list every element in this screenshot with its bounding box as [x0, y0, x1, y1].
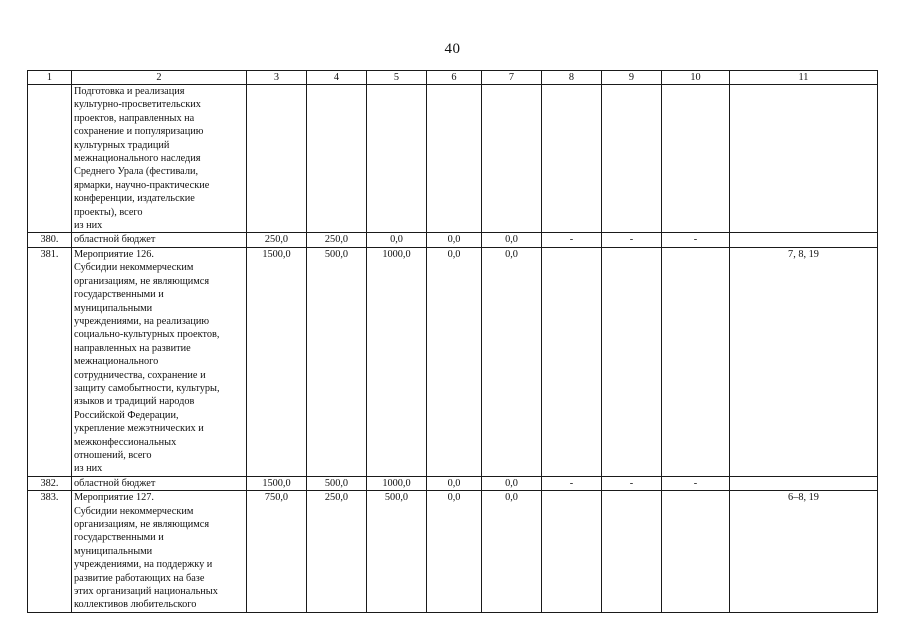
row-name-line: областной бюджет — [74, 477, 156, 489]
row-name-line: сохранение и популяризацию — [74, 126, 204, 138]
row-name-line: Российской Федерации, — [74, 409, 179, 421]
row-name — [72, 491, 247, 613]
row-value-col-3: 750,0 — [247, 491, 307, 613]
row-col-9: - — [602, 476, 662, 490]
row-name-line: направленных на развитие — [74, 342, 191, 354]
row-value-col-5: 1000,0 — [367, 247, 427, 476]
row-col-10 — [662, 85, 730, 233]
row-name-line: областной бюджет — [74, 234, 156, 246]
header-cell-9: 9 — [602, 71, 662, 85]
row-col-8: - — [542, 476, 602, 490]
row-name-line: развитие работающих на базе — [74, 572, 205, 584]
row-name-line: Мероприятие 127. — [74, 492, 154, 504]
page-number: 40 — [444, 41, 461, 57]
row-value-col-4: 250,0 — [307, 233, 367, 247]
row-targets — [730, 233, 878, 247]
header-cell-5: 5 — [367, 71, 427, 85]
row-number: 380. — [28, 233, 72, 247]
row-name — [72, 233, 247, 247]
row-name — [72, 247, 247, 476]
row-name-line: отношений, всего — [74, 449, 152, 461]
row-name-line: этих организаций национальных — [74, 586, 218, 598]
header-cell-7: 7 — [482, 71, 542, 85]
row-name-line: культурно-просветительских — [74, 99, 201, 111]
row-name-line: социально-культурных проектов, — [74, 329, 220, 341]
row-name-line: ярмарки, научно-практические — [74, 179, 210, 191]
header-cell-11: 11 — [730, 71, 878, 85]
row-targets — [730, 476, 878, 490]
header-cell-8: 8 — [542, 71, 602, 85]
row-value-col-3: 1500,0 — [247, 247, 307, 476]
row-name-line: организациям, не являющимся — [74, 519, 210, 530]
row-name-line: проектов, направленных на — [74, 112, 195, 124]
row-targets — [730, 85, 878, 233]
row-value-col-5: 1000,0 — [367, 476, 427, 490]
row-targets: 7, 8, 19 — [730, 247, 878, 476]
header-cell-10: 10 — [662, 71, 730, 85]
row-name-line: Субсидии некоммерческим — [74, 505, 194, 517]
row-value-col-3: 250,0 — [247, 233, 307, 247]
row-number: 382. — [28, 476, 72, 490]
row-value-col-4: 500,0 — [307, 247, 367, 476]
header-cell-1: 1 — [28, 71, 72, 85]
row-value-col-6: 0,0 — [427, 247, 482, 476]
row-col-8: - — [542, 233, 602, 247]
row-value-col-5 — [367, 85, 427, 233]
row-name-line: проекты), всего — [74, 206, 143, 218]
row-name-line: Мероприятие 126. — [74, 248, 154, 260]
row-col-8 — [542, 247, 602, 476]
header-cell-2: 2 — [72, 71, 247, 85]
row-col-8 — [542, 85, 602, 233]
row-value-col-3: 1500,0 — [247, 476, 307, 490]
row-name-line: культурных традиций — [74, 139, 170, 151]
row-value-col-6: 0,0 — [427, 233, 482, 247]
row-col-10: - — [662, 233, 730, 247]
row-name-line: Субсидии некоммерческим — [74, 262, 194, 274]
table-row — [28, 476, 878, 490]
row-number: 383. — [28, 491, 72, 613]
row-name — [72, 476, 247, 490]
row-col-8 — [542, 491, 602, 613]
row-name-line: укрепление межэтнических и — [74, 423, 204, 435]
row-col-9 — [602, 491, 662, 613]
table-row — [28, 491, 878, 613]
row-value-col-4: 500,0 — [307, 476, 367, 490]
header-cell-4: 4 — [307, 71, 367, 85]
row-value-col-5: 0,0 — [367, 233, 427, 247]
row-name-line: учреждениями, на поддержку и — [74, 559, 213, 571]
header-cell-6: 6 — [427, 71, 482, 85]
row-value-col-4 — [307, 85, 367, 233]
row-name-line: межконфессиональных — [74, 436, 177, 448]
row-name-line: учреждениями, на реализацию — [74, 315, 210, 327]
row-value-col-7: 0,0 — [482, 247, 542, 476]
row-name-line: межнационального — [74, 356, 159, 368]
row-value-col-6: 0,0 — [427, 491, 482, 613]
table-row — [28, 85, 878, 233]
row-col-10 — [662, 247, 730, 476]
row-value-col-6 — [427, 85, 482, 233]
row-name — [72, 85, 247, 233]
row-targets: 6–8, 19 — [730, 491, 878, 613]
row-name-line: языков и традиций народов — [74, 396, 195, 408]
row-col-10: - — [662, 476, 730, 490]
row-col-9 — [602, 247, 662, 476]
row-name-line: межнационального наследия — [74, 153, 201, 165]
row-name-line: государственными и — [74, 532, 164, 544]
row-col-9: - — [602, 233, 662, 247]
row-value-col-3 — [247, 85, 307, 233]
row-name-line: защиту самобытности, культуры, — [74, 382, 220, 394]
row-name-line: сотрудничества, сохранение и — [74, 369, 206, 381]
row-name-line: организациям, не являющимся — [74, 275, 210, 287]
row-name-line: муниципальными — [74, 302, 153, 314]
row-value-col-7: 0,0 — [482, 476, 542, 490]
row-value-col-4: 250,0 — [307, 491, 367, 613]
row-col-10 — [662, 491, 730, 613]
row-value-col-6: 0,0 — [427, 476, 482, 490]
row-value-col-5: 500,0 — [367, 491, 427, 613]
table-row — [28, 233, 878, 247]
row-number: 381. — [28, 247, 72, 476]
row-name-line: Среднего Урала (фестивали, — [74, 166, 199, 178]
header-row — [28, 71, 878, 85]
table-row — [28, 247, 878, 476]
row-col-9 — [602, 85, 662, 233]
row-name-line: государственными и — [74, 289, 164, 301]
row-name-line: из них — [74, 220, 103, 232]
row-name-line: конференции, издательские — [74, 193, 195, 205]
budget-table — [27, 70, 878, 613]
row-value-col-7 — [482, 85, 542, 233]
row-name-line: муниципальными — [74, 545, 153, 557]
row-number — [28, 85, 72, 233]
header-cell-3: 3 — [247, 71, 307, 85]
row-name-line: коллективов любительского — [74, 599, 197, 611]
row-name-line: Подготовка и реализация — [74, 86, 185, 97]
row-name-line: из них — [74, 463, 103, 475]
row-value-col-7: 0,0 — [482, 233, 542, 247]
row-value-col-7: 0,0 — [482, 491, 542, 613]
